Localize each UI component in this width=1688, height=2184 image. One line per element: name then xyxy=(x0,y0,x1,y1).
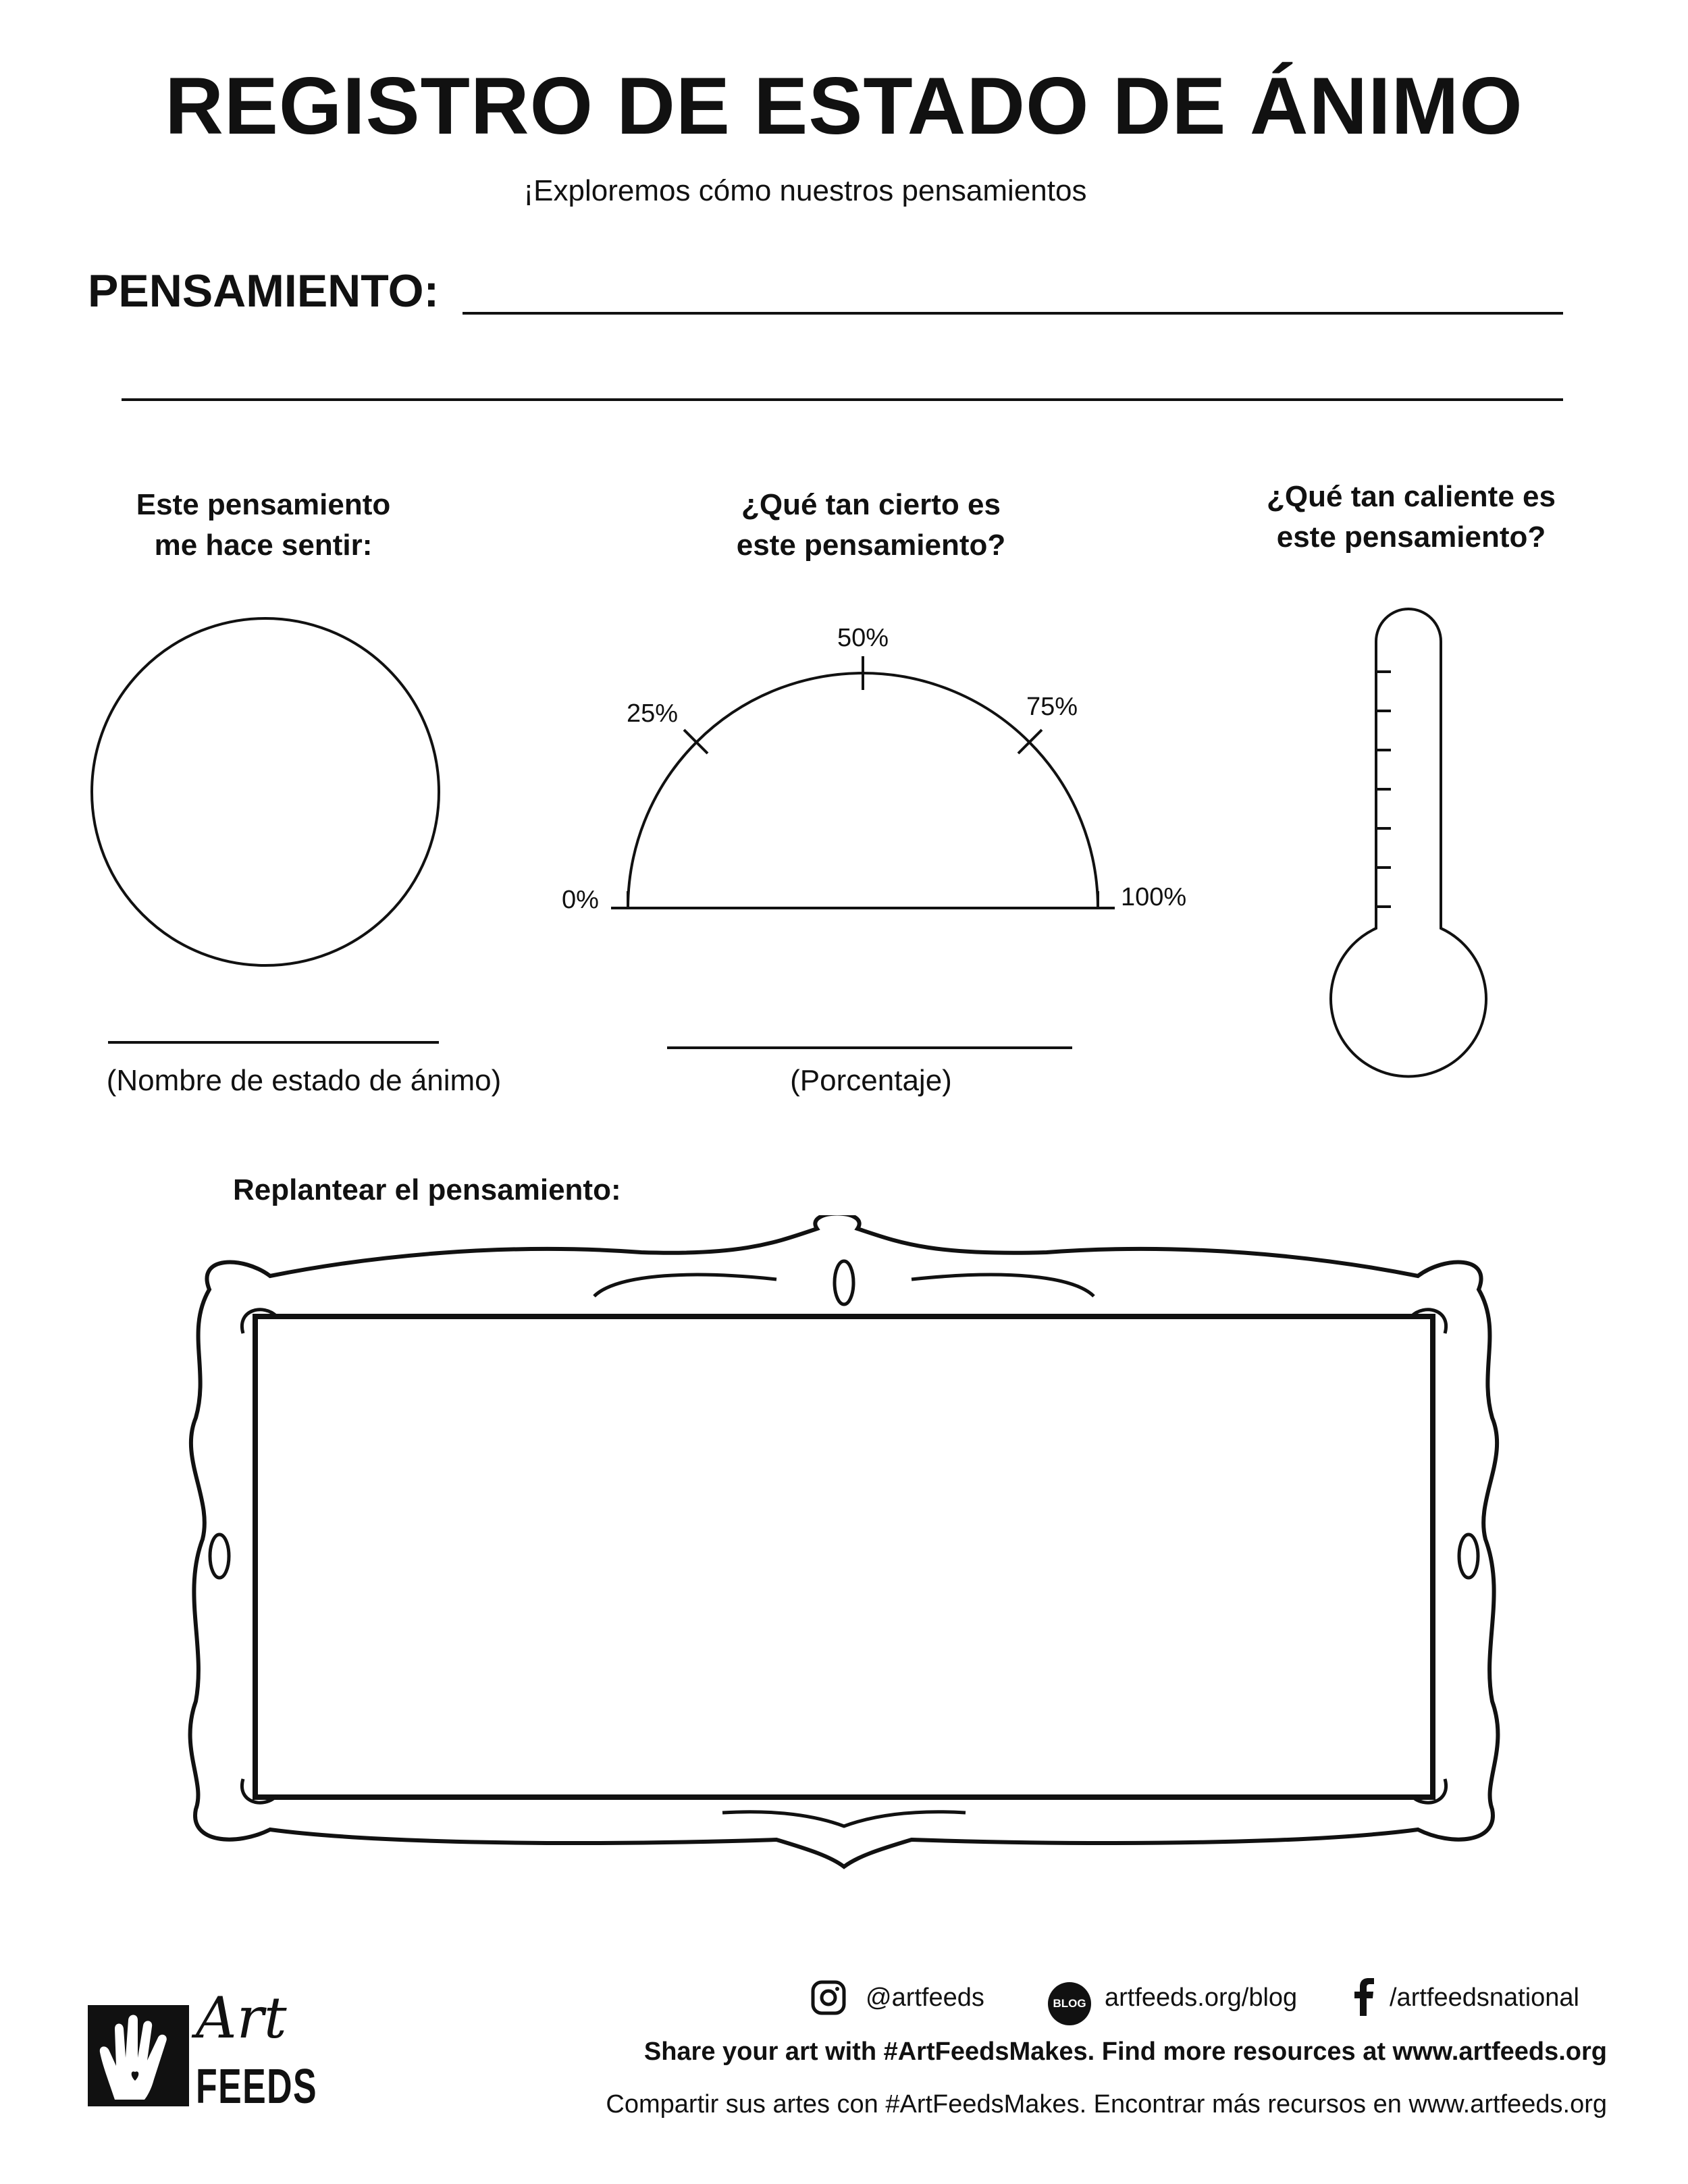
blog-badge-icon[interactable]: BLOG xyxy=(1048,1982,1091,2025)
reframe-label: Replantear el pensamiento: xyxy=(233,1173,621,1206)
mood-name-caption: (Nombre de estado de ánimo) xyxy=(106,1064,502,1097)
share-text-es: Compartir sus artes con #ArtFeedsMakes. Encontrar más recursos en www.artfeeds.org xyxy=(606,2090,1607,2119)
facebook-icon[interactable] xyxy=(1353,1978,1375,2016)
truth-gauge[interactable] xyxy=(540,608,1202,932)
instagram-handle[interactable]: @artfeeds xyxy=(866,1983,984,2012)
thermometer[interactable] xyxy=(1323,608,1499,1094)
mood-circle[interactable] xyxy=(86,613,444,971)
percentage-line[interactable] xyxy=(667,1046,1072,1049)
percentage-caption: (Porcentaje) xyxy=(790,1064,952,1097)
ornate-frame[interactable] xyxy=(169,1215,1519,1877)
facebook-page[interactable]: /artfeedsnational xyxy=(1390,1983,1579,2012)
heat-heading: ¿Qué tan caliente es este pensamiento? xyxy=(1267,480,1556,554)
share-text-en: Share your art with #ArtFeedsMakes. Find more resources at www.artfeeds.org xyxy=(643,2037,1607,2066)
mood-name-line[interactable] xyxy=(108,1041,439,1044)
tick-label-25: 25% xyxy=(627,699,679,728)
tick-label-100: 100% xyxy=(1121,883,1187,911)
thought-line-1[interactable] xyxy=(463,312,1563,315)
tick-label-0: 0% xyxy=(562,886,599,914)
logo-word-feeds: FEEDS xyxy=(196,2060,318,2114)
instagram-icon[interactable] xyxy=(810,1979,847,2016)
thought-line-2[interactable] xyxy=(122,398,1563,401)
feel-heading: Este pensamiento me hace sentir: xyxy=(136,488,391,562)
tick-label-50: 50% xyxy=(837,624,889,652)
page-subtitle: ¡Exploremos cómo nuestros pensamientos xyxy=(523,174,1087,207)
page-title: REGISTRO DE ESTADO DE ÁNIMO xyxy=(165,61,1523,151)
blog-link[interactable]: artfeeds.org/blog xyxy=(1105,1983,1298,2012)
art-feeds-logo xyxy=(88,1985,318,2120)
logo-word-art: Art xyxy=(196,1985,287,2051)
tick-label-75: 75% xyxy=(1026,693,1078,721)
truth-heading: ¿Qué tan cierto es este pensamiento? xyxy=(736,488,1006,562)
handprint-logo-icon xyxy=(88,2005,189,2106)
thought-label: PENSAMIENTO: xyxy=(88,265,440,317)
